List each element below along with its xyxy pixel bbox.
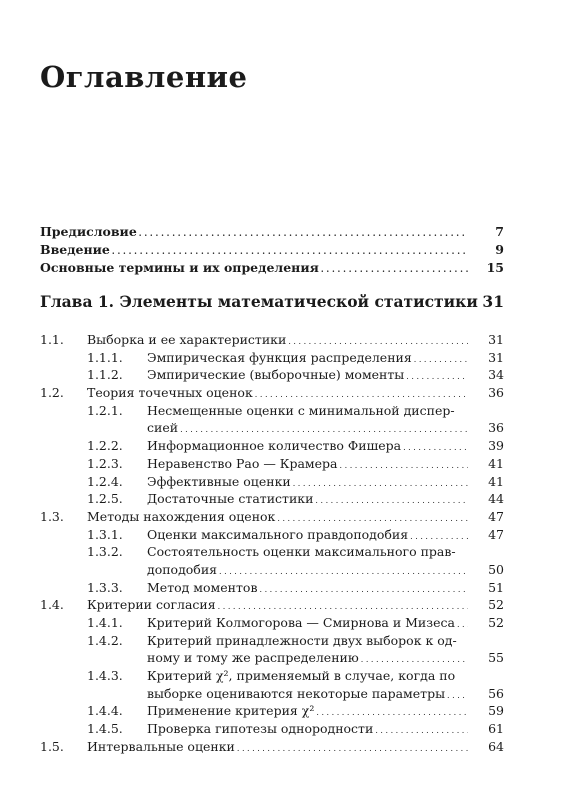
chapter-label: Глава 1. Элементы математической статистики: [40, 292, 478, 311]
section-title: выборке оцениваются некоторые параметры: [147, 685, 446, 701]
toc-list: [40, 332, 504, 757]
section-title: Критерий χ², применяемый в случае, когда по: [147, 668, 456, 684]
front-matter-list: [40, 224, 504, 278]
chapter-page-number: 31: [482, 292, 504, 311]
page-number: 41: [488, 473, 504, 489]
toc-entry-text: [87, 739, 470, 754]
page-number: 41: [488, 455, 504, 471]
page-number: 39: [488, 438, 504, 454]
section-number: 1.4.5.: [87, 721, 123, 737]
leader-dots: [139, 224, 468, 239]
page-number: 61: [488, 721, 504, 737]
section-number: 1.3.: [40, 508, 64, 524]
leader-dots: [340, 456, 468, 471]
leader-dots: [406, 367, 468, 382]
leader-dots: [414, 350, 468, 365]
toc-entry-text: [147, 633, 470, 648]
leader-dots: [255, 385, 468, 400]
section-title: Состоятельность оценки максимального прав-: [147, 544, 456, 560]
toc-entry-text: [147, 580, 470, 595]
section-title: Неравенство Рао — Крамера: [147, 455, 338, 471]
section-title: Интервальные оценки: [87, 738, 235, 754]
toc-entry-text: [147, 367, 470, 382]
section-title: Достаточные статистики: [147, 491, 314, 507]
toc-entry[interactable]: [40, 615, 504, 633]
toc-entry-text: [147, 491, 470, 506]
page-number: 31: [488, 349, 504, 365]
leader-dots: [447, 686, 468, 701]
leader-dots: [293, 474, 468, 489]
page-number: 15: [486, 260, 504, 275]
section-title: Методы нахождения оценок: [87, 508, 276, 524]
leader-dots: [375, 721, 468, 736]
section-title: доподобия: [147, 561, 218, 577]
leader-dots: [218, 597, 468, 612]
toc-entry-text: [147, 474, 470, 489]
page-number: 52: [488, 615, 504, 630]
page-number: 47: [488, 526, 504, 542]
front-matter-label: Основные термины и их определения: [40, 260, 319, 275]
toc-entry[interactable]: [40, 332, 504, 350]
section-number: 1.4.4.: [87, 703, 123, 719]
section-title: Эмпирические (выборочные) моменты: [147, 367, 405, 383]
section-number: 1.2.5.: [87, 491, 123, 507]
leader-dots: [277, 509, 468, 524]
section-title: Эффективные оценки: [147, 473, 291, 489]
front-matter-label: Предисловие: [40, 224, 137, 239]
toc-entry[interactable]: [40, 350, 504, 368]
toc-entry-text: [147, 668, 470, 683]
section-title: Оценки максимального правдоподобия: [147, 526, 409, 542]
page-number: 36: [488, 385, 504, 401]
toc-entry-text: [87, 597, 470, 612]
toc-entry-text: [147, 438, 470, 453]
leader-dots: [316, 703, 468, 718]
section-number: 1.4.3.: [87, 668, 123, 684]
toc-entry-text: [147, 650, 470, 665]
front-matter-label: Введение: [40, 242, 110, 257]
chapter-heading[interactable]: [40, 292, 504, 311]
toc-entry[interactable]: [40, 739, 504, 757]
toc-entry-text: [87, 509, 470, 524]
section-title: Эмпирическая функция распределения: [147, 349, 412, 365]
leader-dots: [410, 527, 468, 542]
section-title: сией: [147, 420, 179, 436]
toc-entry-text: [147, 350, 470, 365]
section-title: ному и тому же распределению: [147, 650, 359, 666]
page-number: 31: [488, 332, 504, 347]
toc-entry[interactable]: [40, 509, 504, 527]
toc-entry[interactable]: [40, 562, 504, 580]
front-matter-text: [40, 242, 470, 257]
toc-entry[interactable]: [40, 527, 504, 545]
toc-entry-text: [147, 562, 470, 577]
leader-dots: [457, 615, 468, 630]
section-title: Применение критерия χ²: [147, 703, 315, 719]
page-number: 52: [488, 597, 504, 613]
toc-entry-text: [147, 544, 470, 559]
toc-entry-text: [87, 332, 470, 347]
toc-entry[interactable]: [40, 650, 504, 668]
toc-entry[interactable]: [40, 474, 504, 492]
toc-entry-text: [147, 456, 470, 471]
section-number: 1.3.3.: [87, 579, 123, 595]
page-number: 50: [488, 561, 504, 577]
toc-entry[interactable]: [40, 633, 504, 651]
toc-entry[interactable]: [40, 385, 504, 403]
section-title: Теория точечных оценок: [87, 385, 253, 401]
toc-entry[interactable]: [40, 456, 504, 474]
section-number: 1.3.1.: [87, 526, 123, 542]
leader-dots: [180, 420, 468, 435]
leader-dots: [112, 242, 468, 257]
toc-entry-text: [147, 686, 470, 701]
leader-dots: [219, 562, 468, 577]
toc-entry[interactable]: [40, 367, 504, 385]
section-title: Выборка и ее характеристики: [87, 332, 287, 347]
leader-dots: [260, 580, 469, 595]
section-number: 1.4.1.: [87, 615, 123, 630]
page-number: 51: [488, 579, 504, 595]
page-number: 9: [495, 242, 504, 257]
section-title: Проверка гипотезы однородности: [147, 721, 374, 737]
section-title: Критерий Колмогорова — Смирнова и Мизеса: [147, 615, 455, 630]
toc-entry[interactable]: [40, 438, 504, 456]
page-number: 36: [488, 420, 504, 436]
toc-entry[interactable]: [40, 491, 504, 509]
toc-entry-text: [147, 403, 470, 418]
section-number: 1.4.2.: [87, 632, 123, 648]
section-number: 1.2.: [40, 385, 64, 401]
page-number: 64: [488, 738, 504, 754]
toc-entry-text: [147, 615, 470, 630]
toc-entry-text: [147, 527, 470, 542]
front-matter-text: [40, 260, 470, 275]
section-number: 1.2.2.: [87, 438, 123, 454]
section-title: Метод моментов: [147, 579, 258, 595]
toc-entry[interactable]: [40, 703, 504, 721]
section-number: 1.2.4.: [87, 473, 123, 489]
toc-entry[interactable]: [40, 668, 504, 686]
page-number: 47: [488, 508, 504, 524]
section-title: Критерий принадлежности двух выборок к од-: [147, 632, 457, 648]
section-number: 1.2.1.: [87, 402, 123, 418]
toc-entry[interactable]: [40, 420, 504, 438]
page-number: 44: [488, 491, 504, 507]
page-title: Оглавление: [40, 60, 248, 94]
page-number: 7: [495, 224, 504, 239]
section-number: 1.2.3.: [87, 455, 123, 471]
front-matter-item[interactable]: [40, 260, 504, 278]
front-matter-item[interactable]: [40, 224, 504, 242]
leader-dots: [361, 650, 468, 665]
front-matter-item[interactable]: [40, 242, 504, 260]
section-number: 1.1.1.: [87, 349, 123, 365]
leader-dots: [321, 260, 468, 275]
toc-entry[interactable]: [40, 597, 504, 615]
leader-dots: [288, 332, 468, 347]
section-title: Информационное количество Фишера: [147, 438, 402, 454]
toc-entry[interactable]: [40, 580, 504, 598]
front-matter-text: [40, 224, 470, 239]
toc-entry[interactable]: [40, 403, 504, 421]
leader-dots: [403, 438, 468, 453]
toc-entry[interactable]: [40, 686, 504, 704]
leader-dots: [237, 739, 468, 754]
leader-dots: [315, 491, 468, 506]
toc-entry[interactable]: [40, 544, 504, 562]
toc-entry-text: [147, 420, 470, 435]
page-number: 59: [488, 703, 504, 719]
page-number: 34: [488, 367, 504, 383]
section-title: Критерии согласия: [87, 597, 216, 613]
section-title: Несмещенные оценки с минимальной диспер-: [147, 402, 455, 418]
toc-entry[interactable]: [40, 721, 504, 739]
toc-entry-text: [87, 385, 470, 400]
section-number: 1.4.: [40, 597, 64, 613]
section-number: 1.3.2.: [87, 544, 123, 560]
section-number: 1.5.: [40, 738, 64, 754]
page-number: 56: [488, 685, 504, 701]
section-number: 1.1.2.: [87, 367, 123, 383]
toc-entry-text: [147, 703, 470, 718]
toc-entry-text: [147, 721, 470, 736]
page-number: 55: [488, 650, 504, 666]
section-number: 1.1.: [40, 332, 64, 347]
